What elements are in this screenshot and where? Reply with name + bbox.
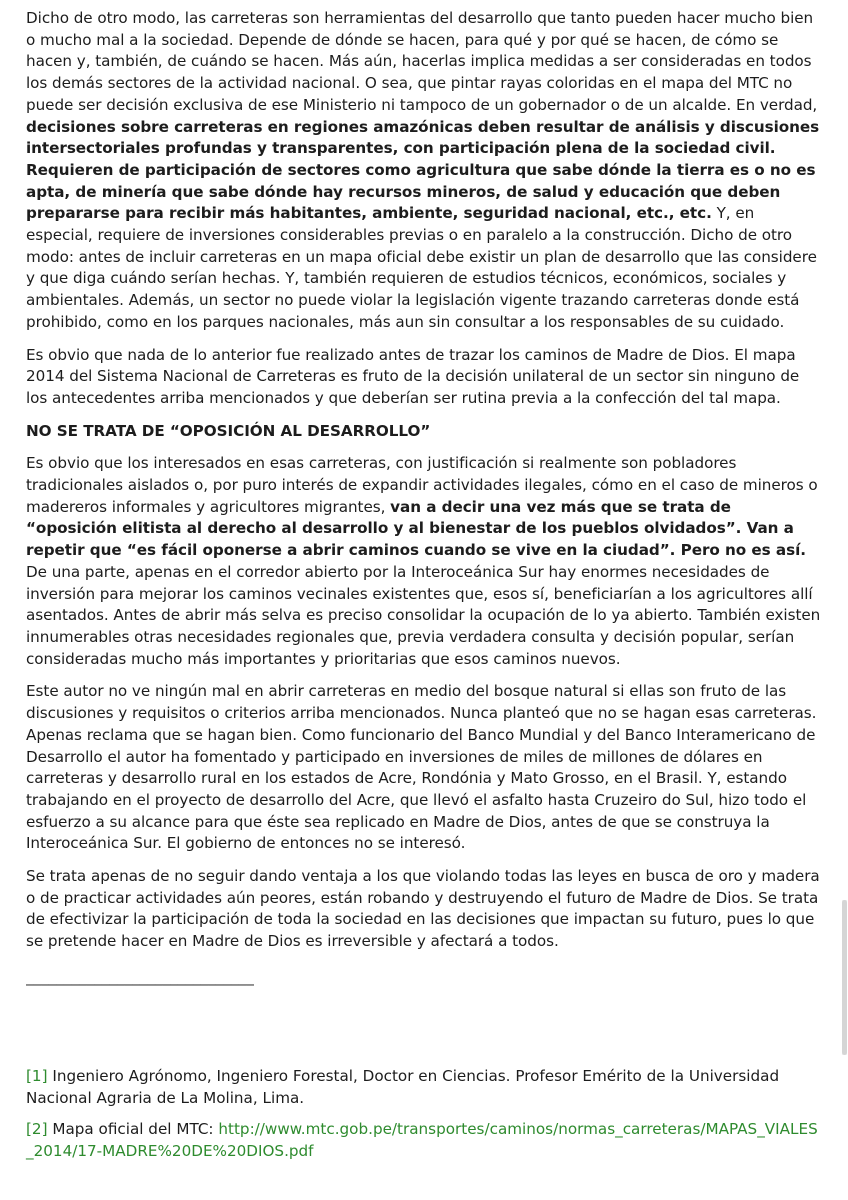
article-body xyxy=(26,8,824,989)
footnotes xyxy=(26,1066,824,1173)
footnote-2-ref-link[interactable]: [2] xyxy=(26,1120,48,1139)
footnote-1-text: Ingeniero Agrónomo, Ingeniero Forestal, Doctor en Ciencias. Profesor Emérito de la Universidad Nacional Agraria de La Molina, Lima. xyxy=(26,1067,780,1107)
paragraph-1-text: Dicho de otro modo, las carreteras son herramientas del desarrollo que tanto pueden hacer mucho bien o mucho mal a la sociedad. Depende de dónde se hacen, para qué y por qué se hacen, de cómo se hacen y, también, de cuándo se hacen. Más aún, hacerlas implica medidas a ser consideradas en todos los demás sectores de la actividad nacional. O sea, que pintar rayas coloridas en el mapa del MTC no puede ser decisión exclusiva de ese Ministerio ni tampoco de un gobernador o de un alcalde. En verdad, xyxy=(26,9,818,114)
paragraph-3-bold: van a decir una vez más que se trata de “oposición elitista al derecho al desarrollo y al bienestar de los pueblos olvidados”. Van a repetir que “es fácil oponerse a abrir caminos cuando se vive en la ciudad”. Pero no es así. xyxy=(26,497,806,560)
paragraph-2: Es obvio que nada de lo anterior fue realizado antes de trazar los caminos de Madre de Dios. El mapa 2014 del Sistema Nacional de Carreteras es fruto de la decisión unilateral de un sector sin ninguno de los antecedentes arriba mencionados y que deberían ser rutina previa a la confección del tal mapa. xyxy=(26,345,800,407)
paragraph-3-text: Es obvio que los interesados en esas carreteras, con justificación si realmente son pobladores tradicionales aislados o, por puro interés de expandir actividades ilegales, cómo en el caso de mineros o madereros informales y agricultores migrantes, xyxy=(26,454,818,516)
paragraph-3 xyxy=(26,453,824,670)
paragraph-1 xyxy=(26,8,824,334)
paragraph-3-text-end: De una parte, apenas en el corredor abierto por la Interoceánica Sur hay enormes necesidades de inversión para mejorar los caminos vecinales existentes que, esos sí, beneficiarían a los agricultores allí asentados. Antes de abrir más selva es preciso consolidar la ocupación de lo ya abierto. También existen innumerables otras necesidades regionales que, previa verdadera consulta y decisión popular, serían consideradas mucho más importantes y prioritarias que esos caminos nuevos. xyxy=(26,562,821,668)
paragraph-1-text-end: Y, en especial, requiere de inversiones considerables previas o en paralelo a la construcción. Dicho de otro modo: antes de incluir carreteras en un mapa oficial debe existir un plan de desarrollo que las considere y que diga cuándo serían hechas. Y, también requieren de estudios técnicos, económicos, sociales y ambientales. Además, un sector no puede violar la legislación vigente trazando carreteras donde está prohibido, como en los parques nacionales, más aun sin consultar a los responsables de su cuidado. xyxy=(26,204,817,331)
paragraph-5: Se trata apenas de no seguir dando ventaja a los que violando todas las leyes en busca de oro y madera o de practicar actividades aún peores, están robando y destruyendo el futuro de Madre de Dios. Se trata de efectivizar la participación de toda la sociedad en las decisiones que impactan su futuro, pues lo que se pretende hacer en Madre de Dios es irreversible y afectará a todos. xyxy=(26,867,820,951)
scrollbar-thumb[interactable] xyxy=(842,900,847,1055)
paragraph-1-bold: decisiones sobre carreteras en regiones amazónicas deben resultar de análisis y discusiones intersectoriales profundas y transparentes, con participación plena de la sociedad civil. Requieren de participación de sectores como agricultura que sabe dónde la tierra es o no es apta, de minería que sabe dónde hay recursos mineros, de salud y educación que deben prepararse para recibir más habitantes, ambiente, seguridad nacional, etc., etc. xyxy=(26,117,820,223)
paragraph-4: Este autor no ve ningún mal en abrir carreteras en medio del bosque natural si ellas son fruto de las discusiones y requisitos o criterios arriba mencionados. Nunca planteó que no se hagan esas carreteras. Apenas reclama que se hagan bien. Como funcionario del Banco Mundial y del Banco Interamericano de Desarrollo el autor ha fomentado y participado en inversiones de miles de millones de dólares en carreteras y desarrollo rural en los estados de Acre, Rondónia y Mato Grosso, en el Brasil. Y, estando trabajando en el proyecto de desarrollo del Acre, que llevó el asfalto hasta Cruzeiro do Sul, hizo todo el esfuerzo a su alcance para que éste sea replicado en Madre de Dios, antes de que se construya la Interoceánica Sur. El gobierno de entonces no se interesó. xyxy=(26,682,817,853)
footnote-2-url-link[interactable]: http://www.mtc.gob.pe/transportes/caminos/normas_carreteras/MAPAS_VIALES_2014/17-MADRE%20DE%20DIOS.pdf xyxy=(26,1120,818,1161)
footnote-1 xyxy=(26,1066,824,1109)
footnote-separator: ______________________________ xyxy=(26,967,254,986)
footnote-2 xyxy=(26,1119,824,1162)
footnote-2-text: Mapa oficial del MTC: xyxy=(47,1120,219,1139)
section-heading: NO SE TRATA DE “OPOSICIÓN AL DESARROLLO” xyxy=(26,421,431,440)
footnote-1-ref-link[interactable]: [1] xyxy=(26,1067,48,1085)
